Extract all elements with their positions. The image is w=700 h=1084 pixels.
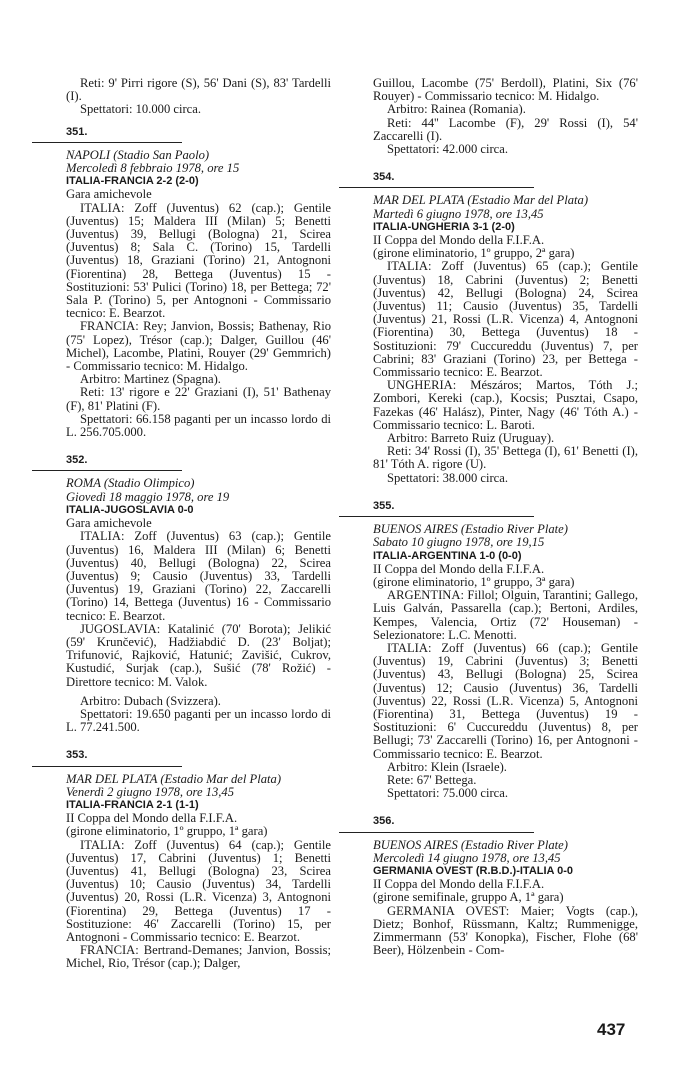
match-title: ITALIA-FRANCIA 2-1 (1-1): [66, 798, 199, 811]
venue: NAPOLI (Stadio San Paolo): [66, 147, 210, 162]
left-column: [66, 0, 331, 971]
competition: II Coppa del Mondo della F.I.F.A.: [373, 561, 545, 576]
competition: Gara amichevole: [66, 516, 152, 531]
arbitro: Arbitro: Rainea (Romania).: [387, 102, 526, 117]
match-number: 356.: [373, 815, 395, 828]
competition-phase: (girone eliminatorio, 1º gruppo, 1ª gara): [66, 824, 268, 839]
divider: [339, 187, 534, 188]
competition-phase: (girone eliminatorio, 1º gruppo, 2ª gara): [373, 246, 575, 261]
divider: [32, 470, 182, 471]
lineup: ITALIA: Zoff (Juventus) 65 (cap.); Gentile (Juventus) 18, Cabrini (Juventus) 2; Benetti (Juventus) 42, Bellugi (Bologna) 24, Scirea (Juventus) 11; Causio (Juventus) 35, Tardelli (Juventus) 21, Rossi (L.R. Vicenza) 4, Antognoni (Fiorentina) 30, Bettega (Juventus) 18 - Sostituzioni: 79' Cuccureddu (Juventus) 7, per Cabrini; 83' Graziani (Torino) 23, per Bettega - Commissario tecnico: E. Bearzot.: [373, 259, 638, 380]
match-number: 355.: [373, 499, 395, 512]
venue: MAR DEL PLATA (Estadio Mar del Plata): [66, 771, 282, 786]
arbitro: Arbitro: Dubach (Svizzera).: [80, 693, 221, 708]
lineup: ITALIA: Zoff (Juventus) 63 (cap.); Gentile (Juventus) 16, Maldera III (Milan) 6; Benetti (Juventus) 40, Bellugi (Bologna) 22, Scirea (Juventus) 9; Causio (Juventus) 33, Tardelli (Juventus) 19, Graziani (Torino) 22, Zaccarelli (Torino) 14, Bettega (Juventus) 16 - Commissario tecnico: E. Bearzot.: [66, 529, 331, 623]
lineup: JUGOSLAVIA: Katalinić (70' Borota); Jelikić (59' Krunčević), Hadžiabdić D. (23' Boljat); Trifunović, Rajković, Hatunić; Zavišić, Cukrov, Kustudić, Surjak (cap.), Sušić (78' Rožić) - Direttore tecnico: M. Valok.: [66, 621, 331, 689]
match-number: 352.: [66, 454, 88, 467]
reti: Reti: 9' Pirri rigore (S), 56' Dani (S), 83' Tardelli (I).: [66, 76, 331, 104]
spettatori: Spettatori: 66.158 paganti per un incasso lordo di L. 256.705.000.: [66, 411, 331, 440]
competition-phase: (girone eliminatorio, 1º gruppo, 3ª gara): [373, 574, 575, 589]
lineup: GERMANIA OVEST: Maier; Vogts (cap.), Dietz; Bonhof, Rüssmann, Kaltz; Rummenigge, Zimmermann (53' Konopka), Fischer, Flohe (68' Beer), Hölzenbein - Com-: [373, 903, 638, 958]
competition: II Coppa del Mondo della F.I.F.A.: [373, 877, 545, 892]
lineup: FRANCIA: Bertrand-Demanes; Janvion, Bossis; Michel, Rio, Trésor (cap.); Dalger,: [66, 943, 331, 971]
venue: BUENOS AIRES (Estadio River Plate): [373, 522, 568, 537]
venue: ROMA (Stadio Olimpico): [66, 476, 195, 491]
venue: MAR DEL PLATA (Estadio Mar del Plata): [373, 193, 589, 208]
spettatori: Spettatori: 38.000 circa.: [387, 470, 509, 485]
lineup: ITALIA: Zoff (Juventus) 62 (cap.); Gentile (Juventus) 15; Maldera III (Milan) 5; Benetti (Juventus) 39, Bellugi (Bologna) 21, Scirea (Juventus) 8; Sala C. (Torino) 15, Tardelli (Juventus) 18, Graziani (Torino) 21, Antognoni (Fiorentina) 28, Bettega (Juventus) 15 - Sostituzioni: 53' Pulici (Torino) 18, per Bettega; 72' Sala P. (Torino) 5, per Antognoni - Commissario tecnico: E. Bearzot.: [66, 200, 331, 321]
match-number: 351.: [66, 125, 88, 138]
lineup-continued: Guillou, Lacombe (75' Berdoll), Platini, Six (76' Rouyer) - Commissario tecnico: M. Hidalgo.: [373, 76, 638, 104]
competition: Gara amichevole: [66, 187, 152, 202]
date: Martedì 6 giugno 1978, ore 13,45: [373, 206, 544, 221]
lineup: UNGHERIA: Mészáros; Martos, Tóth J.; Zombori, Kereki (cap.), Kocsis; Pusztai, Csapo, Fazekas (46' Halász), Pinter, Nagy (46' Tóth A.) - Commissario tecnico: L. Baroti.: [373, 378, 638, 432]
match-title: ITALIA-FRANCIA 2-2 (2-0): [66, 175, 199, 188]
date: Sabato 10 giugno 1978, ore 19,15: [373, 535, 545, 550]
match-number: 353.: [66, 749, 88, 762]
spettatori: Spettatori: 19.650 paganti per un incasso lordo di L. 77.241.500.: [66, 706, 331, 735]
match-number: 354.: [373, 171, 395, 184]
match-title: GERMANIA OVEST (R.B.D.)-ITALIA 0-0: [373, 864, 574, 877]
page-number: 437: [597, 1020, 626, 1039]
divider: [32, 766, 182, 767]
spettatori: Spettatori: 42.000 circa.: [387, 142, 509, 157]
competition: II Coppa del Mondo della F.I.F.A.: [373, 233, 545, 248]
divider: [32, 142, 182, 143]
reti: Reti: 13' rigore e 22' Graziani (I), 51' Bathenay (F), 81' Platini (F).: [66, 385, 331, 413]
lineup: FRANCIA: Rey; Janvion, Bossis; Bathenay, Rio (75' Lopez), Trésor (cap.); Dalger, Guillou (46' Michel), Lacombe, Platini, Rouyer (29' Gemmrich) - Commissario tecnico: M. Hidalgo.: [66, 319, 331, 374]
right-column: [373, 0, 638, 957]
rete: Rete: 67' Bettega.: [387, 772, 477, 787]
date: Giovedì 18 maggio 1978, ore 19: [66, 489, 230, 504]
reti: Reti: 44'' Lacombe (F), 29' Rossi (I), 54' Zaccarelli (I).: [373, 115, 638, 143]
arbitro: Arbitro: Barreto Ruiz (Uruguay).: [387, 431, 555, 446]
venue: BUENOS AIRES (Estadio River Plate): [373, 837, 568, 852]
arbitro: Arbitro: Klein (Israele).: [387, 759, 507, 774]
divider: [339, 832, 534, 833]
date: Mercoledì 14 giugno 1978, ore 13,45: [373, 850, 561, 865]
lineup: ITALIA: Zoff (Juventus) 66 (cap.); Gentile (Juventus) 19, Cabrini (Juventus) 3; Benetti (Juventus) 43, Bellugi (Bologna) 25, Scirea (Juventus) 12; Causio (Juventus) 36, Tardelli (Juventus) 22, Rossi (L.R. Vicenza) 5, Antognoni (Fiorentina) 31, Bettega (Juventus) 19 - Sostituzioni: 6' Cuccureddu (Juventus) 8, per Bellugi; 73' Zaccarelli (Torino) 16, per Antognoni - Commissario tecnico: E. Bearzot.: [373, 640, 638, 761]
spettatori: Spettatori: 75.000 circa.: [387, 786, 509, 801]
divider: [339, 516, 534, 517]
competition: II Coppa del Mondo della F.I.F.A.: [66, 811, 238, 826]
date: Venerdì 2 giugno 1978, ore 13,45: [66, 784, 235, 799]
match-title: ITALIA-UNGHERIA 3-1 (2-0): [373, 220, 515, 233]
reti: Reti: 34' Rossi (I), 35' Bettega (I), 61' Benetti (I), 81' Tóth A. rigore (U).: [373, 444, 638, 472]
match-title: ITALIA-JUGOSLAVIA 0-0: [66, 503, 194, 516]
arbitro: Arbitro: Martinez (Spagna).: [80, 372, 221, 387]
date: Mercoledì 8 febbraio 1978, ore 15: [66, 161, 240, 176]
match-title: ITALIA-ARGENTINA 1-0 (0-0): [373, 549, 522, 562]
competition-phase: (girone semifinale, gruppo A, 1ª gara): [373, 890, 564, 905]
spettatori: Spettatori: 10.000 circa.: [80, 102, 202, 117]
lineup: ARGENTINA: Fillol; Olguin, Tarantini; Gallego, Luis Galván, Passarella (cap.); Bertoni, Ardiles, Kempes, Valencia, Ortiz (72' Houseman) - Selezionatore: L.C. Menotti.: [373, 588, 638, 642]
lineup: ITALIA: Zoff (Juventus) 64 (cap.); Gentile (Juventus) 17, Cabrini (Juventus) 1; Benetti (Juventus) 41, Bellugi (Bologna) 23, Scirea (Juventus) 10; Causio (Juventus) 34, Tardelli (Juventus) 20, Rossi (L.R. Vicenza) 3, Antognoni (Fiorentina) 29, Bettega (Juventus) 17 - Sostituzione: 46' Zaccarelli (Torino) 15, per Antognoni - Commissario tecnico: E. Bearzot.: [66, 837, 331, 944]
